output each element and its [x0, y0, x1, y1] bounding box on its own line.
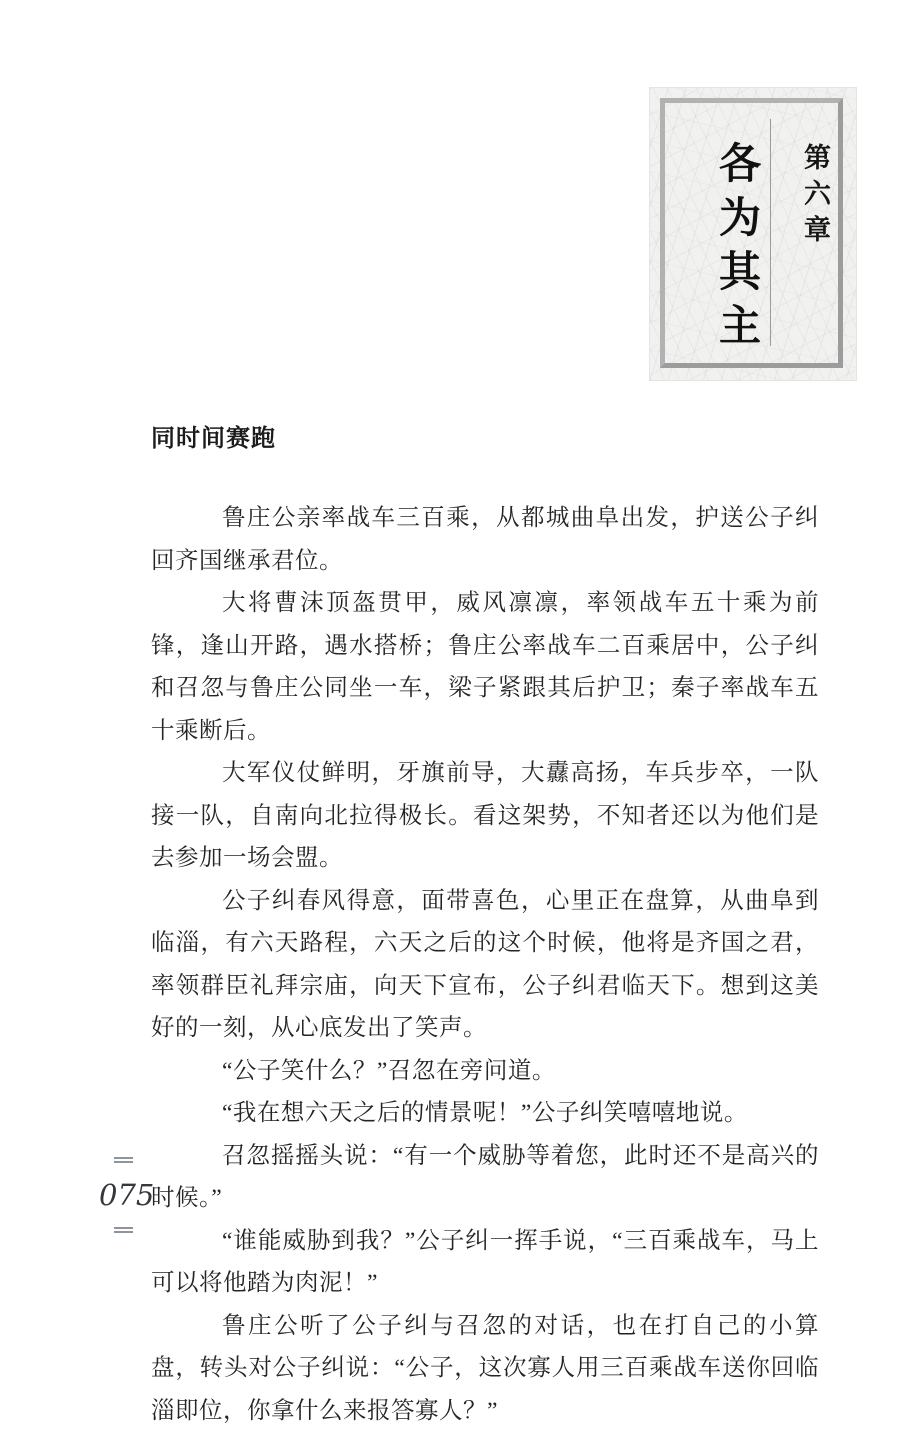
paragraph: “公子笑什么？”召忽在旁问道。 — [151, 1050, 819, 1093]
paragraph: 召忽摇摇头说：“有一个威胁等着您，此时还不是高兴的时候。” — [151, 1135, 819, 1220]
folio-bottom-rule — [114, 1227, 133, 1233]
page-number: 075 — [99, 1181, 147, 1210]
section-heading: 同时间赛跑 — [151, 427, 819, 451]
paragraph: 鲁庄公亲率战车三百乘，从都城曲阜出发，护送公子纠回齐国继承君位。 — [151, 497, 819, 582]
paragraph: 公子纠春风得意，面带喜色，心里正在盘算，从曲阜到临淄，有六天路程，六天之后的这个时候，他将是齐国之君，率领群臣礼拜宗庙，向天下宣布，公子纠君临天下。想到这美好的一刻，从心底发出了笑声。 — [151, 880, 819, 1050]
chapter-number: 第六章 — [796, 143, 835, 251]
chapter-plate — [650, 88, 856, 380]
body-text — [151, 497, 819, 1432]
chapter-frame-divider — [770, 119, 771, 346]
chapter-frame — [660, 98, 843, 368]
chapter-title: 各为其主 — [706, 141, 766, 357]
folio-top-rule — [114, 1157, 133, 1163]
paragraph: 大将曹沫顶盔贯甲，威风凛凛，率领战车五十乘为前锋，逢山开路，遇水搭桥；鲁庄公率战车二百乘居中，公子纠和召忽与鲁庄公同坐一车，梁子紧跟其后护卫；秦子率战车五十乘断后。 — [151, 582, 819, 752]
paragraph: “我在想六天之后的情景呢！”公子纠笑嘻嘻地说。 — [151, 1092, 819, 1135]
folio — [99, 1157, 147, 1233]
paragraph: “谁能威胁到我？”公子纠一挥手说，“三百乘战车，马上可以将他踏为肉泥！” — [151, 1220, 819, 1305]
text-column — [151, 427, 819, 1432]
paragraph: 大军仪仗鲜明，牙旗前导，大纛高扬，车兵步卒，一队接一队，自南向北拉得极长。看这架势，不知者还以为他们是去参加一场会盟。 — [151, 752, 819, 880]
paragraph: 鲁庄公听了公子纠与召忽的对话，也在打自己的小算盘，转头对公子纠说：“公子，这次寡人用三百乘战车送你回临淄即位，你拿什么来报答寡人？” — [151, 1305, 819, 1432]
